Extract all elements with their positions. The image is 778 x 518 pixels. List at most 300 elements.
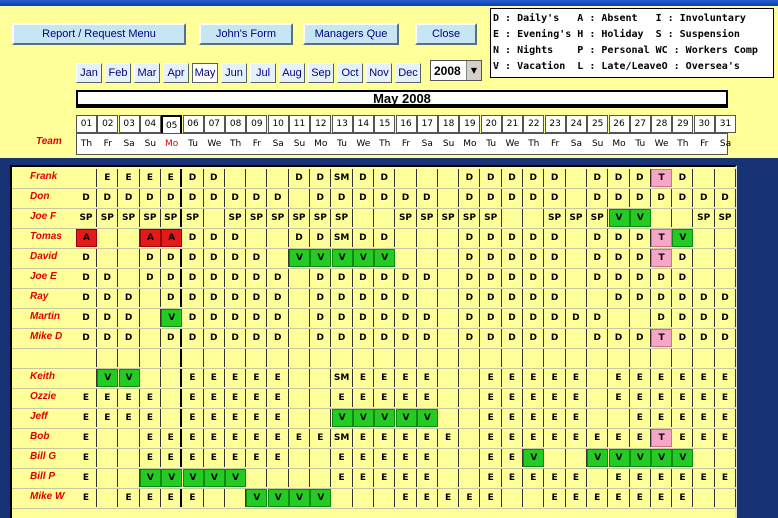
schedule-cell[interactable]: D (672, 189, 693, 207)
schedule-cell[interactable]: D (310, 329, 331, 347)
schedule-cell[interactable]: D (545, 289, 566, 307)
schedule-cell[interactable] (204, 349, 225, 367)
schedule-cell[interactable] (566, 349, 587, 367)
schedule-cell[interactable] (140, 349, 161, 367)
schedule-cell[interactable]: D (374, 189, 395, 207)
schedule-cell[interactable]: E (672, 409, 693, 427)
chevron-down-icon[interactable]: ▼ (466, 61, 481, 80)
schedule-cell[interactable]: D (268, 269, 289, 287)
schedule-cell[interactable] (289, 309, 310, 327)
schedule-cell[interactable]: V (374, 409, 395, 427)
schedule-cell[interactable]: D (715, 309, 736, 327)
schedule-cell[interactable] (566, 289, 587, 307)
schedule-cell[interactable]: E (353, 429, 374, 447)
schedule-cell[interactable]: D (651, 289, 672, 307)
schedule-cell[interactable]: E (246, 429, 267, 447)
schedule-cell[interactable]: E (161, 489, 182, 507)
schedule-cell[interactable]: E (523, 429, 544, 447)
schedule-cell[interactable]: E (161, 449, 182, 467)
schedule-cell[interactable]: D (396, 309, 417, 327)
schedule-cell[interactable]: D (587, 169, 608, 187)
employee-name[interactable]: Joe E (30, 271, 57, 282)
schedule-cell[interactable]: D (545, 229, 566, 247)
schedule-cell[interactable] (459, 389, 480, 407)
schedule-cell[interactable]: D (630, 229, 651, 247)
schedule-cell[interactable] (119, 249, 140, 267)
schedule-cell[interactable] (587, 369, 608, 387)
schedule-cell[interactable]: E (225, 369, 246, 387)
schedule-cell[interactable]: D (481, 189, 502, 207)
schedule-cell[interactable]: E (204, 429, 225, 447)
schedule-cell[interactable]: V (161, 309, 182, 327)
schedule-cell[interactable] (459, 349, 480, 367)
schedule-cell[interactable]: E (715, 369, 736, 387)
employee-name[interactable]: Frank (30, 171, 58, 182)
schedule-cell[interactable]: E (694, 369, 715, 387)
schedule-cell[interactable]: E (502, 449, 523, 467)
schedule-cell[interactable]: E (481, 429, 502, 447)
schedule-cell[interactable]: D (459, 269, 480, 287)
schedule-cell[interactable] (161, 369, 182, 387)
schedule-cell[interactable]: D (459, 329, 480, 347)
schedule-cell[interactable]: E (225, 389, 246, 407)
schedule-cell[interactable]: SP (140, 209, 161, 227)
schedule-cell[interactable]: E (225, 429, 246, 447)
schedule-cell[interactable]: E (651, 489, 672, 507)
employee-name[interactable]: Mike D (30, 331, 63, 342)
schedule-cell[interactable]: E (566, 489, 587, 507)
schedule-cell[interactable]: SP (225, 209, 246, 227)
schedule-cell[interactable]: E (502, 389, 523, 407)
schedule-cell[interactable] (246, 169, 267, 187)
schedule-cell[interactable]: D (523, 269, 544, 287)
schedule-cell[interactable]: D (374, 169, 395, 187)
schedule-cell[interactable] (225, 349, 246, 367)
schedule-cell[interactable]: D (609, 169, 630, 187)
schedule-cell[interactable]: E (396, 449, 417, 467)
month-button-sep[interactable]: Sep (308, 63, 334, 83)
schedule-cell[interactable]: E (225, 409, 246, 427)
schedule-cell[interactable]: E (268, 429, 289, 447)
schedule-cell[interactable]: D (715, 289, 736, 307)
schedule-cell[interactable] (119, 349, 140, 367)
schedule-cell[interactable]: D (523, 229, 544, 247)
schedule-cell[interactable]: D (374, 229, 395, 247)
schedule-cell[interactable] (310, 389, 331, 407)
schedule-cell[interactable]: D (630, 269, 651, 287)
schedule-cell[interactable] (396, 249, 417, 267)
schedule-cell[interactable]: D (76, 309, 97, 327)
schedule-cell[interactable]: D (523, 249, 544, 267)
schedule-cell[interactable]: D (715, 189, 736, 207)
schedule-cell[interactable]: V (183, 469, 204, 487)
schedule-cell[interactable]: E (246, 389, 267, 407)
schedule-cell[interactable]: D (310, 169, 331, 187)
schedule-cell[interactable] (502, 349, 523, 367)
schedule-cell[interactable]: D (289, 229, 310, 247)
schedule-cell[interactable]: D (204, 269, 225, 287)
schedule-cell[interactable] (268, 229, 289, 247)
schedule-cell[interactable]: E (396, 369, 417, 387)
schedule-cell[interactable]: SP (694, 209, 715, 227)
schedule-cell[interactable]: D (97, 269, 118, 287)
schedule-cell[interactable]: E (609, 429, 630, 447)
schedule-cell[interactable]: E (672, 489, 693, 507)
schedule-cell[interactable]: SP (715, 209, 736, 227)
schedule-cell[interactable] (289, 329, 310, 347)
schedule-cell[interactable]: V (353, 409, 374, 427)
schedule-cell[interactable] (161, 409, 182, 427)
schedule-cell[interactable] (140, 309, 161, 327)
schedule-cell[interactable]: E (481, 369, 502, 387)
month-button-oct[interactable]: Oct (337, 63, 363, 83)
schedule-cell[interactable]: D (587, 249, 608, 267)
schedule-cell[interactable] (566, 189, 587, 207)
schedule-cell[interactable] (459, 369, 480, 387)
schedule-cell[interactable]: D (396, 269, 417, 287)
schedule-cell[interactable] (140, 369, 161, 387)
employee-name[interactable] (30, 349, 74, 365)
schedule-cell[interactable]: A (140, 229, 161, 247)
schedule-cell[interactable]: E (268, 409, 289, 427)
schedule-cell[interactable]: E (651, 409, 672, 427)
schedule-cell[interactable]: SP (268, 209, 289, 227)
schedule-cell[interactable] (587, 289, 608, 307)
schedule-cell[interactable] (246, 469, 267, 487)
schedule-cell[interactable] (438, 269, 459, 287)
schedule-cell[interactable]: E (183, 429, 204, 447)
schedule-cell[interactable]: D (119, 289, 140, 307)
schedule-cell[interactable]: E (630, 489, 651, 507)
schedule-cell[interactable]: E (76, 489, 97, 507)
schedule-cell[interactable] (396, 229, 417, 247)
schedule-cell[interactable]: V (609, 449, 630, 467)
schedule-cell[interactable]: D (225, 309, 246, 327)
schedule-cell[interactable] (651, 349, 672, 367)
schedule-cell[interactable] (502, 489, 523, 507)
month-button-jun[interactable]: Jun (221, 63, 247, 83)
schedule-cell[interactable]: D (609, 269, 630, 287)
schedule-cell[interactable]: E (268, 449, 289, 467)
schedule-cell[interactable] (353, 349, 374, 367)
schedule-cell[interactable] (268, 249, 289, 267)
schedule-cell[interactable]: D (587, 309, 608, 327)
schedule-cell[interactable] (332, 349, 353, 367)
schedule-cell[interactable]: E (566, 469, 587, 487)
schedule-cell[interactable] (694, 249, 715, 267)
schedule-cell[interactable] (417, 249, 438, 267)
schedule-cell[interactable] (609, 409, 630, 427)
schedule-cell[interactable]: D (651, 189, 672, 207)
schedule-cell[interactable]: E (672, 429, 693, 447)
schedule-cell[interactable]: E (119, 409, 140, 427)
schedule-cell[interactable]: D (609, 289, 630, 307)
schedule-cell[interactable]: SP (587, 209, 608, 227)
schedule-cell[interactable]: E (374, 389, 395, 407)
schedule-cell[interactable] (268, 469, 289, 487)
schedule-cell[interactable]: V (396, 409, 417, 427)
schedule-cell[interactable]: V (672, 449, 693, 467)
schedule-cell[interactable]: D (396, 329, 417, 347)
schedule-cell[interactable] (396, 349, 417, 367)
schedule-cell[interactable]: D (246, 329, 267, 347)
schedule-cell[interactable] (204, 209, 225, 227)
schedule-cell[interactable]: D (566, 309, 587, 327)
schedule-cell[interactable]: V (97, 369, 118, 387)
schedule-cell[interactable] (672, 209, 693, 227)
schedule-cell[interactable]: T (651, 229, 672, 247)
schedule-cell[interactable]: T (651, 329, 672, 347)
schedule-cell[interactable]: E (672, 469, 693, 487)
schedule-cell[interactable]: E (587, 489, 608, 507)
schedule-cell[interactable]: D (502, 269, 523, 287)
schedule-cell[interactable]: D (332, 289, 353, 307)
schedule-cell[interactable]: V (119, 369, 140, 387)
schedule-cell[interactable]: E (715, 409, 736, 427)
schedule-cell[interactable]: E (119, 169, 140, 187)
schedule-cell[interactable]: D (246, 309, 267, 327)
employee-name[interactable]: Joe F (30, 211, 57, 222)
schedule-cell[interactable]: D (481, 329, 502, 347)
schedule-cell[interactable]: E (353, 369, 374, 387)
schedule-cell[interactable]: E (566, 369, 587, 387)
schedule-cell[interactable]: D (140, 269, 161, 287)
schedule-cell[interactable]: A (161, 229, 182, 247)
schedule-cell[interactable] (289, 369, 310, 387)
schedule-cell[interactable]: E (502, 369, 523, 387)
schedule-cell[interactable] (97, 429, 118, 447)
schedule-cell[interactable]: D (119, 189, 140, 207)
schedule-cell[interactable]: D (694, 309, 715, 327)
schedule-cell[interactable] (715, 449, 736, 467)
schedule-cell[interactable]: V (374, 249, 395, 267)
schedule-cell[interactable]: E (715, 469, 736, 487)
schedule-cell[interactable] (76, 349, 97, 367)
schedule-cell[interactable]: D (268, 329, 289, 347)
schedule-cell[interactable]: D (97, 189, 118, 207)
schedule-cell[interactable]: D (630, 329, 651, 347)
schedule-cell[interactable]: E (651, 389, 672, 407)
schedule-cell[interactable] (438, 329, 459, 347)
schedule-cell[interactable] (246, 229, 267, 247)
schedule-cell[interactable] (438, 389, 459, 407)
schedule-cell[interactable] (630, 349, 651, 367)
schedule-cell[interactable]: D (459, 249, 480, 267)
schedule-cell[interactable]: D (310, 229, 331, 247)
schedule-cell[interactable]: V (310, 489, 331, 507)
schedule-cell[interactable]: D (672, 169, 693, 187)
schedule-cell[interactable] (353, 489, 374, 507)
schedule-cell[interactable] (289, 389, 310, 407)
employee-name[interactable]: Don (30, 191, 50, 202)
schedule-cell[interactable]: D (502, 169, 523, 187)
schedule-cell[interactable]: D (630, 189, 651, 207)
schedule-cell[interactable]: E (140, 449, 161, 467)
schedule-cell[interactable] (225, 169, 246, 187)
schedule-cell[interactable]: D (310, 269, 331, 287)
schedule-cell[interactable]: E (630, 429, 651, 447)
schedule-cell[interactable]: SP (332, 209, 353, 227)
schedule-cell[interactable] (438, 229, 459, 247)
schedule-cell[interactable]: E (76, 409, 97, 427)
schedule-cell[interactable]: D (694, 329, 715, 347)
schedule-cell[interactable]: E (417, 429, 438, 447)
schedule-cell[interactable] (545, 449, 566, 467)
schedule-cell[interactable]: D (332, 329, 353, 347)
employee-name[interactable]: Martin (30, 311, 60, 322)
schedule-cell[interactable]: E (566, 389, 587, 407)
schedule-cell[interactable]: E (353, 389, 374, 407)
schedule-cell[interactable]: E (651, 469, 672, 487)
schedule-cell[interactable]: D (374, 329, 395, 347)
schedule-cell[interactable]: D (672, 329, 693, 347)
schedule-cell[interactable]: D (225, 289, 246, 307)
schedule-cell[interactable] (609, 349, 630, 367)
schedule-cell[interactable]: D (140, 249, 161, 267)
schedule-cell[interactable]: D (545, 169, 566, 187)
schedule-cell[interactable]: D (609, 329, 630, 347)
schedule-cell[interactable] (566, 329, 587, 347)
schedule-cell[interactable]: D (183, 269, 204, 287)
schedule-cell[interactable]: E (183, 489, 204, 507)
schedule-cell[interactable] (374, 349, 395, 367)
schedule-cell[interactable]: D (204, 229, 225, 247)
schedule-cell[interactable]: E (694, 429, 715, 447)
schedule-cell[interactable]: D (523, 309, 544, 327)
schedule-cell[interactable]: D (353, 329, 374, 347)
schedule-cell[interactable] (310, 409, 331, 427)
schedule-cell[interactable] (502, 209, 523, 227)
schedule-cell[interactable] (289, 349, 310, 367)
schedule-cell[interactable]: D (353, 269, 374, 287)
schedule-cell[interactable]: D (481, 229, 502, 247)
schedule-cell[interactable]: E (332, 389, 353, 407)
schedule-cell[interactable]: E (374, 449, 395, 467)
schedule-cell[interactable]: E (396, 389, 417, 407)
month-button-jan[interactable]: Jan (76, 63, 102, 83)
schedule-cell[interactable]: E (204, 389, 225, 407)
schedule-cell[interactable]: D (353, 309, 374, 327)
schedule-cell[interactable]: E (97, 389, 118, 407)
schedule-cell[interactable]: D (630, 289, 651, 307)
schedule-cell[interactable]: V (225, 469, 246, 487)
schedule-cell[interactable]: V (523, 449, 544, 467)
schedule-cell[interactable] (715, 169, 736, 187)
schedule-cell[interactable]: E (545, 489, 566, 507)
schedule-cell[interactable]: E (523, 469, 544, 487)
month-button-nov[interactable]: Nov (366, 63, 392, 83)
schedule-cell[interactable]: D (246, 189, 267, 207)
schedule-cell[interactable]: SM (332, 169, 353, 187)
schedule-cell[interactable]: D (246, 249, 267, 267)
schedule-cell[interactable]: D (332, 269, 353, 287)
schedule-cell[interactable] (225, 489, 246, 507)
schedule-cell[interactable]: D (459, 289, 480, 307)
schedule-cell[interactable] (119, 469, 140, 487)
schedule-cell[interactable]: SP (161, 209, 182, 227)
schedule-cell[interactable]: E (672, 369, 693, 387)
schedule-cell[interactable]: D (246, 269, 267, 287)
schedule-cell[interactable]: D (609, 249, 630, 267)
schedule-cell[interactable]: E (417, 369, 438, 387)
schedule-cell[interactable] (289, 289, 310, 307)
schedule-cell[interactable]: SP (97, 209, 118, 227)
schedule-cell[interactable]: D (545, 189, 566, 207)
schedule-cell[interactable]: E (225, 449, 246, 467)
schedule-cell[interactable]: SP (438, 209, 459, 227)
schedule-cell[interactable] (566, 249, 587, 267)
schedule-cell[interactable]: E (715, 389, 736, 407)
schedule-cell[interactable]: D (76, 269, 97, 287)
schedule-cell[interactable]: E (140, 489, 161, 507)
schedule-cell[interactable]: SP (545, 209, 566, 227)
schedule-cell[interactable]: D (587, 269, 608, 287)
employee-name[interactable]: Mike W (30, 491, 65, 502)
schedule-cell[interactable]: D (459, 229, 480, 247)
schedule-cell[interactable]: V (161, 469, 182, 487)
close-button[interactable]: Close (415, 23, 477, 45)
schedule-cell[interactable] (694, 229, 715, 247)
schedule-cell[interactable]: E (97, 409, 118, 427)
schedule-cell[interactable] (119, 229, 140, 247)
schedule-cell[interactable]: E (374, 469, 395, 487)
schedule-cell[interactable]: D (310, 189, 331, 207)
schedule-cell[interactable]: D (204, 169, 225, 187)
schedule-cell[interactable]: D (694, 289, 715, 307)
schedule-cell[interactable]: D (545, 329, 566, 347)
schedule-cell[interactable]: D (76, 329, 97, 347)
schedule-cell[interactable] (694, 269, 715, 287)
schedule-cell[interactable]: D (289, 169, 310, 187)
schedule-cell[interactable]: D (204, 289, 225, 307)
schedule-cell[interactable]: D (161, 329, 182, 347)
schedule-cell[interactable]: SP (396, 209, 417, 227)
schedule-cell[interactable]: E (183, 409, 204, 427)
schedule-cell[interactable] (353, 209, 374, 227)
schedule-cell[interactable]: D (545, 309, 566, 327)
schedule-cell[interactable]: D (672, 309, 693, 327)
schedule-cell[interactable]: D (502, 329, 523, 347)
employee-name[interactable]: Bob (30, 431, 50, 442)
schedule-cell[interactable] (119, 429, 140, 447)
schedule-cell[interactable]: V (140, 469, 161, 487)
schedule-cell[interactable]: E (481, 449, 502, 467)
schedule-cell[interactable] (459, 449, 480, 467)
schedule-cell[interactable]: V (289, 249, 310, 267)
schedule-cell[interactable]: D (225, 269, 246, 287)
schedule-cell[interactable] (523, 349, 544, 367)
schedule-cell[interactable]: D (183, 329, 204, 347)
schedule-cell[interactable] (289, 269, 310, 287)
month-button-mar[interactable]: Mar (134, 63, 160, 83)
schedule-cell[interactable]: E (161, 169, 182, 187)
schedule-cell[interactable]: D (76, 189, 97, 207)
schedule-cell[interactable]: D (523, 169, 544, 187)
schedule-cell[interactable] (438, 469, 459, 487)
schedule-cell[interactable] (587, 349, 608, 367)
schedule-cell[interactable] (76, 369, 97, 387)
schedule-cell[interactable]: SP (76, 209, 97, 227)
schedule-cell[interactable] (523, 209, 544, 227)
schedule-cell[interactable]: D (587, 189, 608, 207)
schedule-cell[interactable] (438, 409, 459, 427)
schedule-cell[interactable]: D (183, 229, 204, 247)
schedule-cell[interactable]: D (630, 169, 651, 187)
schedule-cell[interactable] (374, 209, 395, 227)
schedule-cell[interactable] (161, 349, 182, 367)
schedule-cell[interactable] (715, 489, 736, 507)
schedule-cell[interactable] (587, 409, 608, 427)
